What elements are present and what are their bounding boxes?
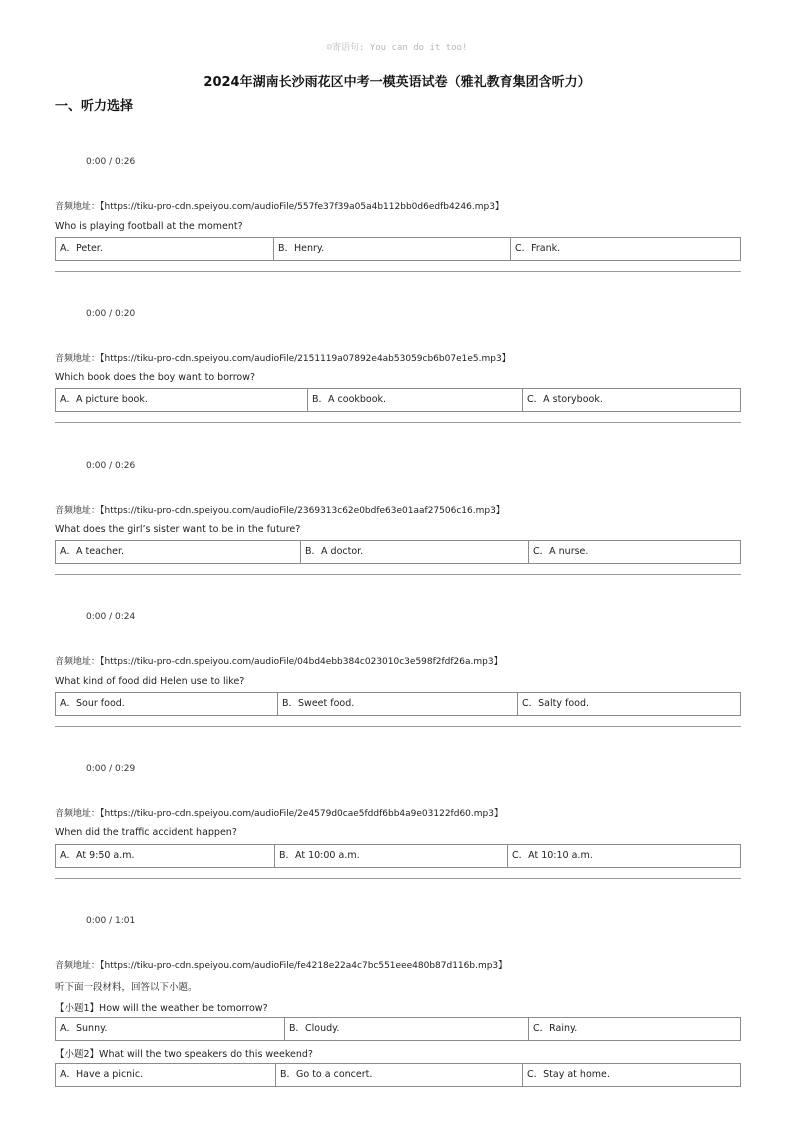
option-a[interactable]: A．Sunny. <box>56 1018 285 1040</box>
audio-url-link[interactable]: 【https://tiku-pro-cdn.speiyou.com/audioFile/2151119a07892e4ab53059cb6b07e1e5.mp3】 <box>100 354 511 364</box>
group-intro: 听下面一段材料，回答以下小题。 <box>55 982 198 993</box>
audio-player-time[interactable]: 0:00 / 0:26 <box>86 461 136 471</box>
option-c[interactable]: C．Frank. <box>515 243 561 254</box>
audio-source <box>55 351 511 364</box>
options-row <box>55 1063 741 1087</box>
audio-url-link[interactable]: 【https://tiku-pro-cdn.speiyou.com/audioFile/2e4579d0cae5fddf6bb4a9e03122fd60.mp3】 <box>100 809 503 819</box>
audio-url-link[interactable]: 【https://tiku-pro-cdn.speiyou.com/audioFile/04bd4ebb384c023010c3e598f2fdf26a.mp3】 <box>100 657 503 667</box>
divider <box>55 574 741 575</box>
question-stem: Who is playing football at the moment? <box>55 221 243 232</box>
option-c[interactable]: C．A nurse. <box>533 546 589 557</box>
option-b[interactable]: B．Henry. <box>274 238 511 260</box>
divider <box>55 422 741 423</box>
option-c[interactable]: C．Rainy. <box>533 1023 578 1034</box>
audio-source <box>55 654 503 667</box>
section-heading: 一、听力选择 <box>55 99 134 114</box>
audio-player-time[interactable]: 0:00 / 0:24 <box>86 612 136 622</box>
options-row <box>55 692 741 716</box>
option-c[interactable]: C．A storybook. <box>527 394 603 405</box>
option-c[interactable]: C．Salty food. <box>522 698 590 709</box>
option-b[interactable]: B．Cloudy. <box>285 1018 529 1040</box>
options-row <box>55 1017 741 1041</box>
audio-source-label: 音频地址： <box>55 506 101 516</box>
audio-source <box>55 199 504 212</box>
options-row <box>55 388 741 412</box>
audio-source-label: 音频地址： <box>55 202 101 212</box>
question-stem: What kind of food did Helen use to like? <box>55 676 245 687</box>
audio-source-label: 音频地址： <box>55 961 101 971</box>
option-a[interactable]: A．Have a picnic. <box>56 1064 276 1086</box>
audio-source <box>55 503 505 516</box>
sub-question-stem: 【小题1】How will the weather be tomorrow? <box>55 1003 268 1014</box>
option-a[interactable]: A．A teacher. <box>56 541 301 563</box>
question-stem: What does the girl’s sister want to be in the future? <box>55 524 301 535</box>
options-row <box>55 237 741 261</box>
audio-source <box>55 958 507 971</box>
options-row <box>55 540 741 564</box>
question-stem: Which book does the boy want to borrow? <box>55 372 256 383</box>
option-a[interactable]: A．Peter. <box>56 238 274 260</box>
divider <box>55 878 741 879</box>
option-b[interactable]: B．Sweet food. <box>278 693 518 715</box>
option-b[interactable]: B．A doctor. <box>301 541 529 563</box>
audio-player-time[interactable]: 0:00 / 1:01 <box>86 916 136 926</box>
options-row <box>55 844 741 868</box>
question-stem: When did the traffic accident happen? <box>55 827 237 838</box>
option-b[interactable]: B．A cookbook. <box>308 389 523 411</box>
audio-player-time[interactable]: 0:00 / 0:20 <box>86 309 136 319</box>
option-c[interactable]: C．Stay at home. <box>527 1069 610 1080</box>
audio-source <box>55 806 503 819</box>
sub-question-stem: 【小题2】What will the two speakers do this weekend? <box>55 1049 313 1060</box>
audio-url-link[interactable]: 【https://tiku-pro-cdn.speiyou.com/audioFile/557fe37f39a05a4b112bb0d6edfb4246.mp3】 <box>100 202 504 212</box>
audio-source-label: 音频地址： <box>55 657 101 667</box>
page-title: 2024年湖南长沙雨花区中考一模英语试卷（雅礼教育集团含听力） <box>203 75 591 90</box>
audio-player-time[interactable]: 0:00 / 0:26 <box>86 157 136 167</box>
option-b[interactable]: B．Go to a concert. <box>276 1064 523 1086</box>
audio-source-label: 音频地址： <box>55 354 101 364</box>
option-a[interactable]: A．At 9:50 a.m. <box>56 845 275 867</box>
option-a[interactable]: A．A picture book. <box>56 389 308 411</box>
audio-url-link[interactable]: 【https://tiku-pro-cdn.speiyou.com/audioFile/fe4218e22a4c7bc551eee480b87d116b.mp3】 <box>100 961 508 971</box>
option-c[interactable]: C．At 10:10 a.m. <box>512 850 593 861</box>
divider <box>55 271 741 272</box>
header-watermark: ☺寄语句: You can do it too! <box>326 43 468 53</box>
audio-player-time[interactable]: 0:00 / 0:29 <box>86 764 136 774</box>
audio-source-label: 音频地址： <box>55 809 101 819</box>
divider <box>55 726 741 727</box>
audio-url-link[interactable]: 【https://tiku-pro-cdn.speiyou.com/audioFile/2369313c62e0bdfe63e01aaf27506c16.mp3】 <box>100 506 505 516</box>
option-a[interactable]: A．Sour food. <box>56 693 278 715</box>
option-b[interactable]: B．At 10:00 a.m. <box>275 845 508 867</box>
